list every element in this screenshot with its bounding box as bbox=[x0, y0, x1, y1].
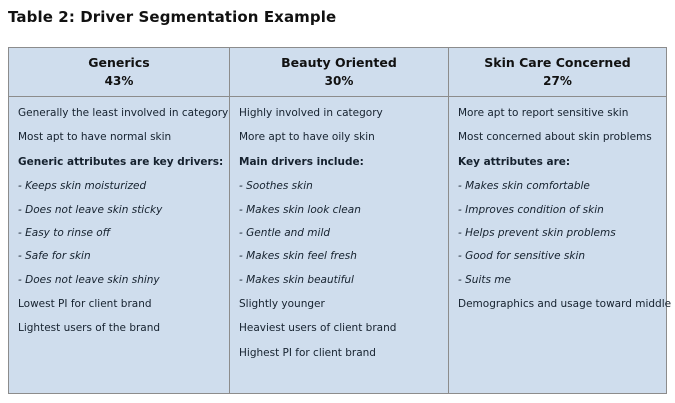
driver-segmentation-table bbox=[8, 47, 672, 394]
intro-line: Most apt to have normal skin bbox=[18, 131, 172, 144]
footer-line: Lowest PI for client brand bbox=[18, 298, 152, 311]
driver-item: - Makes skin feel fresh bbox=[239, 250, 357, 263]
driver-item: - Does not leave skin shiny bbox=[18, 273, 160, 286]
driver-item: - Improves condition of skin bbox=[458, 203, 604, 216]
driver-item: - Helps prevent skin problems bbox=[458, 226, 616, 239]
column-header-percent: 27% bbox=[543, 73, 572, 88]
column-header-label: Beauty Oriented bbox=[281, 55, 397, 70]
footer-line: Demographics and usage toward middle bbox=[458, 298, 672, 311]
intro-line: Most concerned about skin problems bbox=[458, 131, 652, 144]
drivers-heading: Generic attributes are key drivers: bbox=[18, 155, 224, 168]
footer-line: Lightest users of the brand bbox=[18, 322, 161, 335]
intro-line: Generally the least involved in category bbox=[18, 107, 229, 120]
driver-item: - Makes skin look clean bbox=[239, 203, 361, 216]
page-title: Table 2: Driver Segmentation Example bbox=[8, 8, 337, 26]
drivers-heading: Main drivers include: bbox=[239, 155, 364, 168]
driver-item: - Makes skin comfortable bbox=[458, 180, 590, 193]
column-header-label: Generics bbox=[88, 55, 150, 70]
column-header-percent: 30% bbox=[324, 73, 354, 88]
column-header-label: Skin Care Concerned bbox=[484, 55, 631, 70]
driver-item: - Keeps skin moisturized bbox=[18, 180, 147, 193]
driver-item: - Easy to rinse off bbox=[18, 226, 111, 239]
table-cell-beauty-oriented bbox=[229, 97, 449, 393]
table-body-row bbox=[9, 97, 672, 393]
table-header-cell-beauty-oriented bbox=[229, 48, 449, 96]
intro-line: More apt to report sensitive skin bbox=[458, 107, 629, 120]
driver-item: - Safe for skin bbox=[18, 250, 91, 263]
footer-line: Highest PI for client brand bbox=[239, 346, 376, 359]
column-header-percent: 43% bbox=[104, 73, 134, 88]
table-header-row bbox=[9, 48, 666, 97]
table-header-cell-generics bbox=[9, 48, 229, 96]
driver-item: - Soothes skin bbox=[239, 180, 313, 193]
intro-line: More apt to have oily skin bbox=[239, 131, 375, 144]
table-cell-generics bbox=[9, 97, 229, 393]
driver-item: - Suits me bbox=[458, 273, 511, 286]
driver-item: - Good for sensitive skin bbox=[458, 250, 586, 263]
footer-line: Slightly younger bbox=[239, 298, 325, 311]
drivers-heading: Key attributes are: bbox=[458, 155, 571, 168]
driver-item: - Gentle and mild bbox=[239, 226, 331, 239]
table-cell-skin-care-concerned bbox=[449, 97, 672, 393]
table-header-cell-skin-care-concerned bbox=[449, 48, 666, 96]
driver-item: - Makes skin beautiful bbox=[239, 273, 354, 286]
footer-line: Heaviest users of client brand bbox=[239, 322, 397, 335]
driver-item: - Does not leave skin sticky bbox=[18, 203, 163, 216]
intro-line: Highly involved in category bbox=[239, 107, 383, 120]
